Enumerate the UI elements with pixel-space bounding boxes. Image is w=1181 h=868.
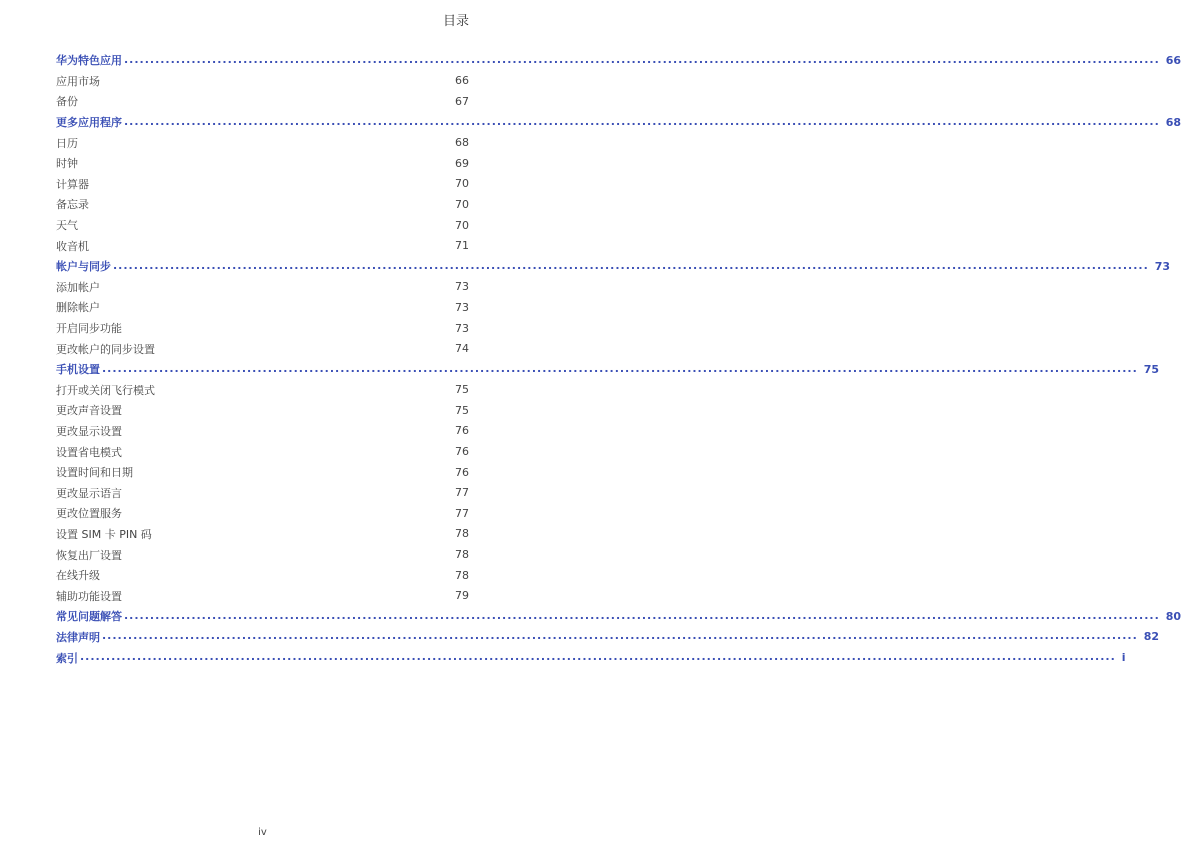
toc-entry-label: 开启同步功能 <box>56 322 122 336</box>
toc-entry-label: 华为特色应用 <box>56 54 122 68</box>
toc-entry-page: 80 <box>1165 609 1181 623</box>
toc-entry[interactable] <box>56 297 469 318</box>
toc-entry-page: 78 <box>455 548 469 562</box>
toc-entry-label: 打开或关闭飞行模式 <box>56 383 155 397</box>
toc-entry[interactable] <box>56 132 469 153</box>
toc-entry[interactable] <box>56 482 469 503</box>
toc-entry-page: 71 <box>455 239 469 253</box>
toc-entry[interactable] <box>56 71 469 92</box>
toc-entry-label: 日历 <box>56 136 78 150</box>
toc-entry-label: 更改位置服务 <box>56 507 122 521</box>
toc-entry-page: 75 <box>1143 362 1160 376</box>
toc-entry-label: 时钟 <box>56 157 78 171</box>
toc-entry[interactable] <box>56 277 469 298</box>
toc-section-entry[interactable] <box>56 256 1171 277</box>
toc-entry-page: 77 <box>455 486 469 500</box>
toc-entry-label: 备份 <box>56 95 78 109</box>
toc-entry-label: 更多应用程序 <box>56 116 122 130</box>
toc-entry-page: 79 <box>455 589 469 603</box>
toc-dot-leader: ........................................................................................................................................................................................................ <box>124 114 1160 128</box>
toc-entry[interactable] <box>56 544 469 565</box>
toc-entry[interactable] <box>56 338 469 359</box>
toc-entry-label: 手机设置 <box>56 363 100 377</box>
toc-entry-page: 76 <box>455 465 469 479</box>
toc-entry-page: 82 <box>1143 630 1160 644</box>
toc-entry-label: 更改声音设置 <box>56 404 122 418</box>
toc-entry-label: 收音机 <box>56 239 89 253</box>
toc-dot-leader: ........................................................................................................................................................................................................ <box>113 258 1149 272</box>
toc-entry-page: 73 <box>455 300 469 314</box>
toc-entry[interactable] <box>56 565 469 586</box>
toc-entry[interactable] <box>56 503 469 524</box>
toc-entry-page: 70 <box>455 177 469 191</box>
toc-entry-label: 设置时间和日期 <box>56 466 133 480</box>
toc-section-entry[interactable] <box>56 359 1160 380</box>
toc-section-entry[interactable] <box>56 647 1126 668</box>
toc-entry-label: 在线升级 <box>56 569 100 583</box>
toc-entry-page: 70 <box>455 218 469 232</box>
toc-section-entry[interactable] <box>56 606 1181 627</box>
toc-entry[interactable] <box>56 318 469 339</box>
toc-entry-page: 73 <box>455 321 469 335</box>
toc-section-entry[interactable] <box>56 627 1160 648</box>
toc-entry-page: 76 <box>455 424 469 438</box>
toc-entry-label: 删除帐户 <box>56 301 100 315</box>
toc-entry-page: 68 <box>1165 115 1181 129</box>
toc-dot-leader: ........................................................................................................................................................................................................ <box>102 361 1138 375</box>
toc-entry[interactable] <box>56 441 469 462</box>
toc-entry-page: 77 <box>455 506 469 520</box>
toc-entry[interactable] <box>56 524 469 545</box>
toc-entry[interactable] <box>56 235 469 256</box>
toc-entry[interactable] <box>56 421 469 442</box>
page-header-title: 目录 <box>442 14 469 29</box>
toc-entry-label: 计算器 <box>56 177 89 191</box>
toc-entry-page: i <box>1121 651 1126 665</box>
toc-entry-label: 帐户与同步 <box>56 260 111 274</box>
toc-entry-label: 更改显示设置 <box>56 424 122 438</box>
toc-entry-label: 法律声明 <box>56 630 100 644</box>
toc-entry-label: 设置省电模式 <box>56 445 122 459</box>
toc-entry-page: 68 <box>455 136 469 150</box>
toc-entry-label: 天气 <box>56 219 78 233</box>
toc-entry[interactable] <box>56 91 469 112</box>
toc-entry-label: 设置 SIM 卡 PIN 码 <box>56 527 152 541</box>
toc-dot-leader: ........................................................................................................................................................................................................ <box>102 629 1138 643</box>
toc-entry-page: 78 <box>455 527 469 541</box>
toc-entry-label: 索引 <box>56 651 78 665</box>
toc-entry[interactable] <box>56 174 469 195</box>
toc-entry-page: 66 <box>1165 53 1181 67</box>
toc-entry-page: 76 <box>455 445 469 459</box>
toc-entry-page: 70 <box>455 197 469 211</box>
toc-entry-page: 67 <box>455 94 469 108</box>
toc-entry-page: 78 <box>455 568 469 582</box>
toc-entry-label: 辅助功能设置 <box>56 589 122 603</box>
toc-entry-label: 恢复出厂设置 <box>56 548 122 562</box>
toc-entry-label: 更改帐户的同步设置 <box>56 342 155 356</box>
toc-dot-leader: ........................................................................................................................................................................................................ <box>80 650 1116 664</box>
toc-entry-label: 应用市场 <box>56 74 100 88</box>
toc-section-entry[interactable] <box>56 112 1181 133</box>
toc-dot-leader: ........................................................................................................................................................................................................ <box>124 52 1160 66</box>
toc-entry-page: 69 <box>455 156 469 170</box>
toc-entry[interactable] <box>56 153 469 174</box>
toc-entry[interactable] <box>56 400 469 421</box>
toc-entry[interactable] <box>56 462 469 483</box>
toc-entry-label: 常见问题解答 <box>56 610 122 624</box>
toc-entry-label: 更改显示语言 <box>56 486 122 500</box>
table-of-contents <box>56 50 1181 668</box>
toc-entry-page: 75 <box>455 383 469 397</box>
toc-entry[interactable] <box>56 585 469 606</box>
toc-entry-page: 73 <box>455 280 469 294</box>
toc-entry-label: 添加帐户 <box>56 280 100 294</box>
toc-entry-label: 备忘录 <box>56 198 89 212</box>
toc-entry-page: 66 <box>455 74 469 88</box>
toc-entry[interactable] <box>56 215 469 236</box>
toc-section-entry[interactable] <box>56 50 1181 71</box>
page-number: iv <box>258 827 267 838</box>
toc-entry-page: 75 <box>455 403 469 417</box>
toc-entry-page: 74 <box>455 342 469 356</box>
toc-entry[interactable] <box>56 380 469 401</box>
toc-entry-page: 73 <box>1154 259 1171 273</box>
toc-dot-leader: ........................................................................................................................................................................................................ <box>124 608 1160 622</box>
toc-entry[interactable] <box>56 194 469 215</box>
